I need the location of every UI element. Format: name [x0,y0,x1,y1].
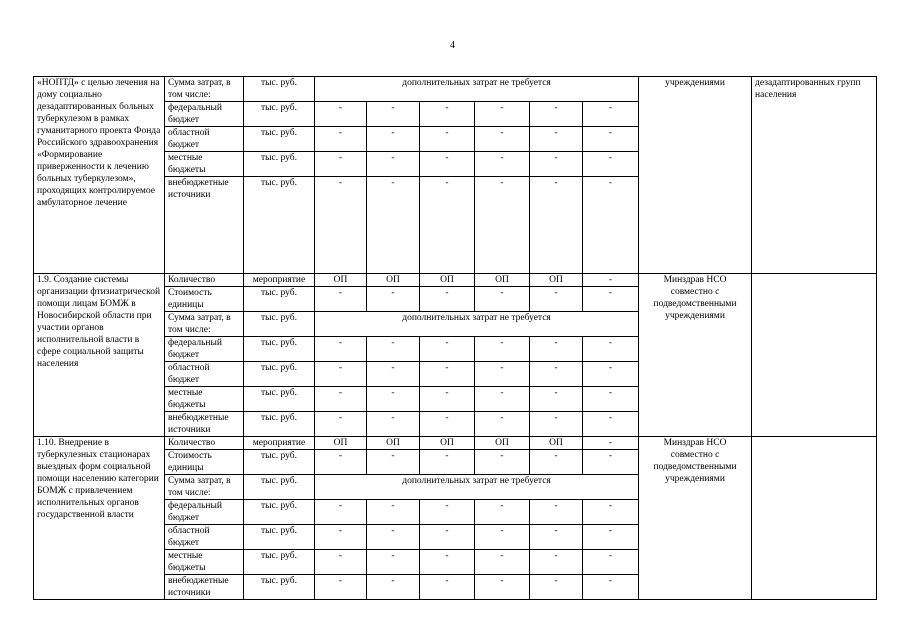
year-value-cell: - [315,387,367,412]
indicator-cell: Сумма затрат, в том числе: [165,312,244,337]
year-value-cell: - [583,362,639,387]
year-value-cell: - [530,127,583,152]
indicator-cell: Стоимость единицы [165,287,244,312]
unit-cell: тыс. руб. [244,312,315,337]
year-value-cell: - [583,550,639,575]
indicator-cell: федеральный бюджет [165,337,244,362]
unit-cell: тыс. руб. [244,450,315,475]
indicator-cell: федеральный бюджет [165,500,244,525]
year-value-cell: - [367,387,420,412]
unit-cell: тыс. руб. [244,152,315,177]
year-value-cell: - [315,102,367,127]
indicator-cell: федеральный бюджет [165,102,244,127]
year-value-cell: - [530,550,583,575]
year-value-cell: - [367,450,420,475]
table-row [34,437,877,450]
year-value-cell: - [475,525,530,550]
year-value-cell: - [420,287,475,312]
year-value-cell: - [475,177,530,274]
executor-cell: Минздрав НСО совместно с подведомственными учреждениями [639,437,752,600]
year-value-cell: - [530,177,583,274]
unit-cell: тыс. руб. [244,500,315,525]
year-value-cell: - [530,387,583,412]
unit-cell: тыс. руб. [244,550,315,575]
unit-cell: тыс. руб. [244,177,315,274]
no-extra-costs-cell: дополнительных затрат не требуется [315,475,639,500]
indicator-cell: Стоимость единицы [165,450,244,475]
unit-cell: тыс. руб. [244,525,315,550]
year-value-cell: - [367,287,420,312]
year-value-cell: ОП [530,437,583,450]
year-value-cell: ОП [315,437,367,450]
year-value-cell: - [315,127,367,152]
year-value-cell: ОП [367,274,420,287]
unit-cell: тыс. руб. [244,387,315,412]
year-value-cell: - [583,387,639,412]
year-value-cell: - [315,550,367,575]
year-value-cell: - [583,127,639,152]
year-value-cell: - [315,500,367,525]
unit-cell: тыс. руб. [244,287,315,312]
year-value-cell: ОП [475,274,530,287]
year-value-cell: - [583,450,639,475]
year-value-cell: ОП [367,437,420,450]
year-value-cell: - [315,362,367,387]
no-extra-costs-cell: дополнительных затрат не требуется [315,312,639,337]
year-value-cell: - [530,362,583,387]
year-value-cell: - [420,387,475,412]
year-value-cell: - [475,500,530,525]
year-value-cell: - [315,152,367,177]
unit-cell: тыс. руб. [244,77,315,102]
year-value-cell: - [583,287,639,312]
year-value-cell: - [583,274,639,287]
year-value-cell: - [583,575,639,600]
year-value-cell: - [420,362,475,387]
indicator-cell: местные бюджеты [165,152,244,177]
year-value-cell: - [367,525,420,550]
year-value-cell: - [367,102,420,127]
year-value-cell: - [315,450,367,475]
year-value-cell: - [530,525,583,550]
unit-cell: тыс. руб. [244,412,315,437]
year-value-cell: ОП [530,274,583,287]
year-value-cell: - [367,575,420,600]
year-value-cell: - [475,152,530,177]
year-value-cell: - [367,152,420,177]
year-value-cell: ОП [420,274,475,287]
year-value-cell: - [583,412,639,437]
year-value-cell: - [475,287,530,312]
unit-cell: тыс. руб. [244,337,315,362]
year-value-cell: - [530,287,583,312]
year-value-cell: - [315,412,367,437]
year-value-cell: - [475,387,530,412]
indicator-cell: Сумма затрат, в том числе: [165,77,244,102]
year-value-cell: - [530,500,583,525]
year-value-cell: - [530,102,583,127]
year-value-cell: - [530,450,583,475]
expected-result-cell: дезадаптированных групп населения [752,77,877,274]
year-value-cell: - [530,152,583,177]
year-value-cell: - [420,152,475,177]
year-value-cell: ОП [315,274,367,287]
year-value-cell: - [420,525,475,550]
year-value-cell: - [367,550,420,575]
year-value-cell: - [475,362,530,387]
year-value-cell: - [475,450,530,475]
unit-cell: тыс. руб. [244,102,315,127]
year-value-cell: - [583,337,639,362]
year-value-cell: - [583,177,639,274]
year-value-cell: - [583,152,639,177]
year-value-cell: - [420,450,475,475]
expected-result-cell [752,274,877,437]
year-value-cell: - [315,337,367,362]
unit-cell: мероприятие [244,274,315,287]
event-title: «НОПТД» с целью лечения на дому социально дезадаптированных больных туберкулезом в рамках гуманитарного проекта Фонда Российского здравоохранения «Формирование приверженности к лечению больных туберкулезом», проходящих контролируемое амбулаторное лечение [34,77,165,274]
executor-cell: учреждениями [639,77,752,274]
year-value-cell: - [420,575,475,600]
indicator-cell: местные бюджеты [165,387,244,412]
year-value-cell: - [420,412,475,437]
year-value-cell: - [475,127,530,152]
indicator-cell: Количество [165,437,244,450]
no-extra-costs-cell: дополнительных затрат не требуется [315,77,639,102]
year-value-cell: - [367,362,420,387]
event-title: 1.9. Создание системы организации фтизиатрической помощи лицам БОМЖ в Новосибирской области при участии органов исполнительной власти в сфере социальной защиты населения [34,274,165,437]
indicator-cell: внебюджетные источники [165,575,244,600]
year-value-cell: - [475,102,530,127]
year-value-cell: ОП [420,437,475,450]
event-title: 1.10. Внедрение в туберкулезных стационарах выездных форм социальной помощи населению категории БОМЖ с привлечением исполнительных органов государственной власти [34,437,165,600]
table-row [34,77,877,102]
year-value-cell: - [420,127,475,152]
year-value-cell: - [367,500,420,525]
indicator-cell: Количество [165,274,244,287]
year-value-cell: - [530,575,583,600]
year-value-cell: - [475,550,530,575]
year-value-cell: - [315,575,367,600]
year-value-cell: - [583,525,639,550]
year-value-cell: - [420,102,475,127]
executor-cell: Минздрав НСО совместно с подведомственными учреждениями [639,274,752,437]
year-value-cell: - [583,102,639,127]
year-value-cell: - [367,177,420,274]
indicator-cell: Сумма затрат, в том числе: [165,475,244,500]
year-value-cell: - [420,550,475,575]
indicator-cell: местные бюджеты [165,550,244,575]
year-value-cell: - [530,337,583,362]
unit-cell: тыс. руб. [244,575,315,600]
unit-cell: тыс. руб. [244,475,315,500]
indicator-cell: областной бюджет [165,127,244,152]
year-value-cell: - [367,127,420,152]
year-value-cell: - [315,177,367,274]
unit-cell: мероприятие [244,437,315,450]
unit-cell: тыс. руб. [244,362,315,387]
year-value-cell: ОП [475,437,530,450]
year-value-cell: - [530,412,583,437]
page-number: 4 [450,40,455,51]
year-value-cell: - [583,500,639,525]
unit-cell: тыс. руб. [244,127,315,152]
table-row [34,274,877,287]
year-value-cell: - [475,412,530,437]
year-value-cell: - [367,412,420,437]
indicator-cell: областной бюджет [165,362,244,387]
year-value-cell: - [315,525,367,550]
year-value-cell: - [315,287,367,312]
year-value-cell: - [420,500,475,525]
expected-result-cell [752,437,877,600]
year-value-cell: - [583,437,639,450]
indicator-cell: внебюджетные источники [165,412,244,437]
year-value-cell: - [420,177,475,274]
year-value-cell: - [420,337,475,362]
program-measures-table [33,76,877,600]
year-value-cell: - [367,337,420,362]
year-value-cell: - [475,337,530,362]
year-value-cell: - [475,575,530,600]
indicator-cell: областной бюджет [165,525,244,550]
indicator-cell: внебюджетные источники [165,177,244,274]
